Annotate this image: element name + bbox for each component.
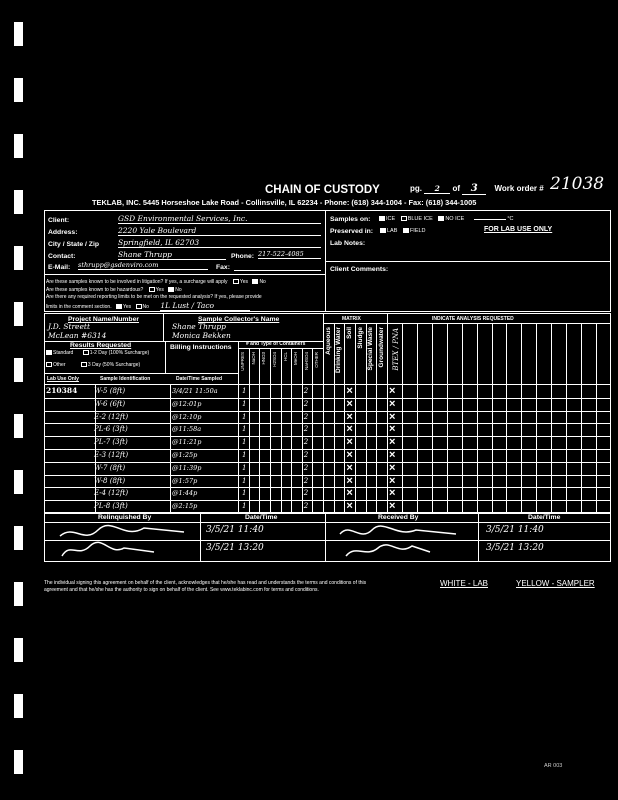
one-day-label: 1-2 Day (100% Surcharge) xyxy=(89,350,150,356)
question-hazardous-text: Are these samples known to be hazardous? xyxy=(46,287,144,293)
container-col-other: OTHER xyxy=(314,352,320,368)
soil-check-mark[interactable]: × xyxy=(346,474,353,487)
datetime-cell[interactable]: @11:21p xyxy=(172,438,202,447)
samples-on-label: Samples on: xyxy=(330,216,371,223)
ice-options xyxy=(379,216,514,222)
binder-hole xyxy=(14,302,23,326)
page-total: 3 xyxy=(462,183,486,195)
sample-id-header: Sample Identification xyxy=(100,376,151,382)
yes-label: Yes xyxy=(155,287,164,293)
analysis-check-mark[interactable]: × xyxy=(389,461,396,474)
column-divider xyxy=(170,384,171,513)
row-divider xyxy=(44,449,611,450)
unpres-count-cell[interactable]: 1 xyxy=(242,476,247,485)
unpres-count-cell[interactable]: 1 xyxy=(242,489,247,498)
received-date-2[interactable]: 3/5/21 13:20 xyxy=(486,543,544,553)
city-label: City / State / Zip xyxy=(48,241,99,248)
sample-id-cell[interactable]: E-4 (12ft) xyxy=(94,489,129,498)
analysis-col-divider xyxy=(477,323,478,513)
soil-check-mark[interactable]: × xyxy=(346,449,353,461)
litigation-no-checkbox[interactable] xyxy=(252,279,258,284)
no-label: No xyxy=(142,304,149,310)
collector-label: Sample Collector's Name xyxy=(198,316,280,323)
sample-id-cell[interactable]: W-7 (8ft) xyxy=(94,463,126,472)
limits-yes-checkbox[interactable] xyxy=(116,304,122,309)
soil-check-mark[interactable]: × xyxy=(346,487,353,500)
sample-id-cell[interactable]: W-6 (6ft) xyxy=(94,399,126,408)
lab-use-header: Lab Use Only xyxy=(47,376,79,382)
sample-id-cell[interactable]: E-3 (12ft) xyxy=(94,451,129,459)
binder-hole xyxy=(14,358,23,382)
sample-id-cell[interactable]: PL-7 (3ft) xyxy=(94,438,128,447)
divider xyxy=(325,261,611,262)
signature-1 xyxy=(60,525,184,536)
work-order-label: Work order # xyxy=(494,184,544,193)
datetime-cell[interactable]: @11:58a xyxy=(172,425,202,434)
results-options-2 xyxy=(46,362,140,368)
analysis-check-mark[interactable]: × xyxy=(389,449,396,461)
other-label: Other xyxy=(53,362,66,368)
row-divider xyxy=(44,500,611,501)
containers-header: # and Type of Containers xyxy=(246,341,306,347)
received-date-1[interactable]: 3/5/21 11:40 xyxy=(486,525,544,535)
unpres-count-cell[interactable]: 1 xyxy=(242,399,247,408)
limits-note[interactable]: 1L Lust / Taco xyxy=(160,301,250,311)
divider xyxy=(165,341,166,373)
matrix-col-divider xyxy=(355,323,356,513)
copy-white: WHITE - LAB xyxy=(440,579,489,588)
lab-id-cell[interactable]: 210384 xyxy=(46,386,78,395)
copy-yellow: YELLOW - SAMPLER xyxy=(516,579,595,588)
standard-checkbox[interactable] xyxy=(46,350,52,355)
contact-label: Contact: xyxy=(48,253,76,260)
analysis-check-mark[interactable]: × xyxy=(389,410,396,423)
datetime-cell[interactable]: @1:44p xyxy=(172,489,198,498)
results-options-1 xyxy=(46,350,149,356)
blue-ice-checkbox[interactable] xyxy=(401,216,407,221)
work-order-number: 21038 xyxy=(550,174,605,194)
page-indicator xyxy=(410,183,544,195)
meoh-count-cell[interactable]: 2 xyxy=(303,476,309,485)
ice-label: ICE xyxy=(386,216,396,222)
binder-hole xyxy=(14,750,23,774)
analysis-check-mark[interactable]: × xyxy=(389,385,396,397)
container-col-hcl: HCL xyxy=(282,352,288,362)
no-label: No xyxy=(175,287,182,293)
matrix-col-soil: Soil xyxy=(345,327,353,339)
three-day-checkbox[interactable] xyxy=(81,362,87,367)
standard-label: Standard xyxy=(53,350,74,356)
analysis-col-divider xyxy=(432,323,433,513)
question-limits: Are there any required reporting limits to be met on the requested analysis? If yes, please provide xyxy=(46,294,262,300)
analysis-check-mark[interactable]: × xyxy=(389,397,396,410)
project-value-2[interactable]: McLean #6314 xyxy=(48,331,107,340)
billing-label: Billing Instructions xyxy=(170,344,232,351)
divider xyxy=(323,313,324,513)
soil-check-mark[interactable]: × xyxy=(346,436,353,449)
analysis-col-divider xyxy=(417,323,418,513)
analysis-col-divider xyxy=(521,323,522,513)
binder-hole xyxy=(14,414,23,438)
question-limits-cont xyxy=(46,301,250,311)
contact-field[interactable]: Shane Thrupp xyxy=(118,250,226,260)
analysis-col-divider xyxy=(581,323,582,513)
collector-value-2[interactable]: Monica Bekken xyxy=(172,331,231,340)
lab-notes-label: Lab Notes: xyxy=(330,240,366,247)
email-field[interactable]: sthrupp@gsdenviro.com xyxy=(78,261,208,270)
row-divider xyxy=(44,487,611,488)
page-number: 2 xyxy=(424,184,450,194)
disclaimer-1: The individual signing this agreement on behalf of the client, acknowledges that he/she has read and understands the terms and conditions of this xyxy=(44,580,367,586)
container-col-unpres: UNPRES xyxy=(240,352,245,371)
soil-check-mark[interactable]: × xyxy=(346,423,353,436)
field-checkbox[interactable] xyxy=(403,228,409,233)
analysis-check-mark[interactable]: × xyxy=(389,423,396,436)
binder-hole xyxy=(14,190,23,214)
datetime-cell[interactable]: @1:57p xyxy=(172,476,198,485)
analysis-check-mark[interactable]: × xyxy=(389,436,396,449)
sample-id-cell[interactable]: W-5 (8ft) xyxy=(94,387,126,395)
phone-label: Phone: xyxy=(231,253,255,260)
email-label: E-Mail: xyxy=(48,264,71,271)
unpres-count-cell[interactable]: 1 xyxy=(242,412,247,421)
binder-hole xyxy=(14,134,23,158)
container-col-hno3: HNO3 xyxy=(261,352,267,365)
meoh-count-cell[interactable]: 2 xyxy=(303,425,309,434)
analysis-col-divider xyxy=(447,323,448,513)
soil-check-mark[interactable]: × xyxy=(346,461,353,474)
page-code: AR 003 xyxy=(544,763,563,769)
client-comments-label: Client Comments: xyxy=(330,266,389,273)
analysis-col-divider xyxy=(462,323,463,513)
three-day-label: 3 Day (50% Surcharge) xyxy=(87,362,141,368)
analysis-col-divider xyxy=(536,323,537,513)
sample-id-cell[interactable]: PL-8 (3ft) xyxy=(94,502,128,511)
analysis-col-divider xyxy=(551,323,552,513)
analysis-col-divider xyxy=(402,323,403,513)
datetime-cell[interactable]: @11:39p xyxy=(172,463,202,472)
other-checkbox[interactable] xyxy=(46,362,52,367)
sample-id-cell[interactable]: E-2 (12ft) xyxy=(94,412,129,421)
binder-hole xyxy=(14,638,23,662)
received-signatures xyxy=(336,522,471,560)
analysis-check-mark[interactable]: × xyxy=(389,474,396,487)
received-by-label: Received By xyxy=(378,514,419,521)
phone-field[interactable]: 217-522-4085 xyxy=(258,250,321,259)
matrix-col-divider xyxy=(344,323,345,513)
divider xyxy=(387,313,388,513)
container-col-nahso4: NaHSO4 xyxy=(303,352,309,371)
field-label: FIELD xyxy=(409,228,426,234)
soil-check-mark[interactable]: × xyxy=(346,410,353,423)
unpres-count-cell[interactable]: 1 xyxy=(242,451,247,459)
relinquish-date-1[interactable]: 3/5/21 11:40 xyxy=(206,525,264,535)
divider xyxy=(163,313,164,341)
question-litigation xyxy=(46,279,266,285)
analysis-requested[interactable]: BTEX / PNA xyxy=(392,328,400,371)
column-divider xyxy=(238,384,239,513)
results-label: Results Requested xyxy=(70,342,132,349)
analysis-check-mark[interactable]: × xyxy=(389,500,396,513)
divider xyxy=(200,513,201,562)
row-divider xyxy=(44,423,611,424)
meoh-count-cell[interactable]: 2 xyxy=(303,412,309,421)
meoh-count-cell[interactable]: 2 xyxy=(303,438,309,447)
divider xyxy=(478,513,479,562)
question-litigation-text: Are these samples known to be involved in litigation? If yes, a surcharge will apply xyxy=(46,279,228,285)
lab-checkbox[interactable] xyxy=(380,228,386,233)
container-col-naoh: NaOH xyxy=(250,352,256,365)
binder-hole xyxy=(14,470,23,494)
no-label: No xyxy=(259,279,266,285)
page-label: pg. xyxy=(410,184,422,193)
soil-check-mark[interactable]: × xyxy=(346,385,353,397)
meoh-count-cell[interactable]: 2 xyxy=(303,451,309,459)
project-value-1[interactable]: J.D. Streett xyxy=(48,322,90,331)
litigation-yes-checkbox[interactable] xyxy=(233,279,239,284)
divider xyxy=(44,384,611,385)
binder-hole xyxy=(14,246,23,270)
analysis-check-mark[interactable]: × xyxy=(389,487,396,500)
ice-checkbox[interactable] xyxy=(379,216,385,221)
unpres-count-cell[interactable]: 1 xyxy=(242,438,247,447)
divider xyxy=(44,274,325,275)
matrix-col-aqueous: Aqueous xyxy=(324,327,332,355)
analysis-col-divider xyxy=(596,323,597,513)
received-datetime-label: Date/Time xyxy=(528,514,561,521)
sample-id-cell[interactable]: PL-6 (3ft) xyxy=(94,425,128,434)
relinquished-by-label: Relinquished By xyxy=(98,514,152,521)
signature-2 xyxy=(62,542,154,556)
fax-field[interactable] xyxy=(234,270,321,271)
unpres-count-cell[interactable]: 1 xyxy=(242,502,247,511)
binder-hole xyxy=(14,78,23,102)
hazardous-no-checkbox[interactable] xyxy=(168,287,174,292)
column-divider xyxy=(95,384,96,513)
datetime-cell[interactable]: @2:15p xyxy=(172,502,198,511)
meoh-count-cell[interactable]: 2 xyxy=(303,387,309,395)
analysis-col-divider xyxy=(492,323,493,513)
analysis-col-divider xyxy=(566,323,567,513)
project-label: Project Name/Number xyxy=(68,316,140,323)
collector-value-1[interactable]: Shane Thrupp xyxy=(172,322,226,331)
datetime-cell[interactable]: 3/4/21 11:50a xyxy=(172,387,218,395)
disclaimer-2: agreement and that he/she has the authority to sign on behalf of the client. See www.teklabinc.com for terms and conditions. xyxy=(44,587,319,593)
meoh-count-cell[interactable]: 2 xyxy=(303,489,309,498)
unpres-count-cell[interactable]: 1 xyxy=(242,387,247,395)
divider xyxy=(325,513,326,562)
address-field[interactable]: 2220 Yale Boulevard xyxy=(118,226,321,236)
matrix-col-groundwater: Groundwater xyxy=(377,327,385,368)
address-label: Address: xyxy=(48,229,78,236)
city-field[interactable]: Springfield, IL 62703 xyxy=(118,238,321,248)
preserved-options xyxy=(380,228,426,234)
meoh-count-cell[interactable]: 2 xyxy=(303,463,309,472)
preserved-label: Preserved in: xyxy=(330,228,374,235)
no-ice-checkbox[interactable] xyxy=(438,216,444,221)
datetime-cell[interactable]: @12:10p xyxy=(172,412,202,421)
company-line: TEKLAB, INC. 5445 Horseshoe Lake Road - Collinsville, IL 62234 - Phone: (618) 344-1004 - Fax: (618) 344-1005 xyxy=(92,198,477,207)
unpres-count-cell[interactable]: 1 xyxy=(242,425,247,434)
yes-label: Yes xyxy=(239,279,249,285)
sample-id-cell[interactable]: W-8 (8ft) xyxy=(94,476,126,485)
relinquished-signatures xyxy=(54,522,194,560)
yes-label: Yes xyxy=(122,304,132,310)
unpres-count-cell[interactable]: 1 xyxy=(242,463,247,472)
divider xyxy=(44,373,238,374)
meoh-count-cell[interactable]: 2 xyxy=(303,399,309,408)
datetime-cell[interactable]: @1:25p xyxy=(172,451,198,459)
matrix-col-special-waste: Special Waste xyxy=(367,327,375,371)
matrix-header: MATRIX xyxy=(342,316,361,322)
blue-ice-label: BLUE ICE xyxy=(407,216,433,222)
fax-label: Fax: xyxy=(216,264,230,271)
deg-c-label: °C xyxy=(507,216,514,222)
client-label: Client: xyxy=(48,217,70,224)
binder-hole xyxy=(14,22,23,46)
client-field[interactable]: GSD Environmental Services, Inc. xyxy=(118,214,321,224)
no-ice-label: NO ICE xyxy=(445,216,465,222)
hazardous-yes-checkbox[interactable] xyxy=(149,287,155,292)
binder-hole xyxy=(14,694,23,718)
question-hazardous xyxy=(46,287,182,293)
row-divider xyxy=(44,398,611,399)
analysis-header: INDICATE ANALYSIS REQUESTED xyxy=(432,316,514,322)
question-limits-text: limits in the comment section. xyxy=(46,304,112,310)
row-divider xyxy=(44,436,611,437)
relinquish-datetime-label: Date/Time xyxy=(245,514,278,521)
row-divider xyxy=(44,462,611,463)
analysis-col-divider xyxy=(506,323,507,513)
datetime-header: Date/Time Sampled xyxy=(176,376,223,382)
binder-hole xyxy=(14,526,23,550)
lab-label: LAB xyxy=(387,228,398,234)
form-title: CHAIN OF CUSTODY xyxy=(265,184,380,196)
soil-check-mark[interactable]: × xyxy=(346,500,353,513)
container-col-h2so4: H2SO4 xyxy=(271,352,277,367)
meoh-count-cell[interactable]: 2 xyxy=(303,502,309,511)
row-divider xyxy=(44,475,611,476)
binder-hole xyxy=(14,582,23,606)
matrix-col-sludge: Sludge xyxy=(356,327,364,349)
soil-check-mark[interactable]: × xyxy=(346,397,353,410)
limits-no-checkbox[interactable] xyxy=(136,304,142,309)
temp-field[interactable] xyxy=(474,219,506,220)
row-divider xyxy=(44,411,611,412)
datetime-cell[interactable]: @12:01p xyxy=(172,399,202,408)
container-col-meoh: MeOH xyxy=(293,352,299,366)
matrix-col-drinking-water: Drinking Water xyxy=(335,327,343,373)
of-label: of xyxy=(452,184,461,193)
one-day-checkbox[interactable] xyxy=(83,350,89,355)
relinquish-date-2[interactable]: 3/5/21 13:20 xyxy=(206,543,264,553)
signature-4 xyxy=(346,545,430,556)
lab-use-only: FOR LAB USE ONLY xyxy=(484,226,553,233)
signature-3 xyxy=(340,526,456,534)
